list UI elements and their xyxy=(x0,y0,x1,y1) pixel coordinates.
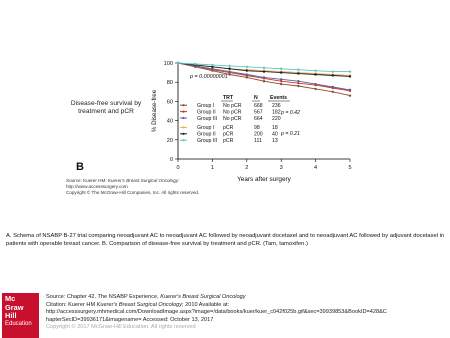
legend-swatch-point xyxy=(182,133,184,135)
legend-group: Group II xyxy=(197,109,216,116)
y-tick-label: 60 xyxy=(166,99,173,106)
legend-events: 220 xyxy=(272,115,281,122)
series-point xyxy=(246,66,248,68)
series-point xyxy=(349,70,351,72)
legend-n: 567 xyxy=(254,109,263,116)
legend-n: 98 xyxy=(254,125,260,132)
series-point xyxy=(263,76,265,78)
series-point xyxy=(332,91,334,93)
x-tick-label: 5 xyxy=(348,165,352,171)
series-point xyxy=(280,71,282,73)
legend-trt: No pCR xyxy=(223,109,242,116)
series-point xyxy=(349,89,351,91)
x-tick-label: 4 xyxy=(314,165,318,171)
series-point xyxy=(349,94,351,96)
group-pvalue: p = 0.42 xyxy=(281,110,300,116)
citation-rest: ; 2010 Available at: xyxy=(182,301,230,308)
legend-header: N xyxy=(254,95,258,101)
series-point xyxy=(228,70,230,72)
legend-swatch-point xyxy=(182,117,184,119)
logo-line-3: Hill xyxy=(5,311,17,321)
y-axis-label: % Disease-free xyxy=(151,89,158,133)
x-tick-label: 2 xyxy=(245,165,249,171)
legend-swatch-point xyxy=(182,111,184,113)
y-tick-label: 40 xyxy=(166,118,173,125)
legend-events: 236 xyxy=(272,103,281,109)
x-tick-label: 1 xyxy=(210,165,214,171)
legend-swatch-point xyxy=(182,139,184,141)
citation-url-2: hapterSecID=39936171&imagename= Accessed: October 13, 2017 xyxy=(46,316,214,323)
figure-copyright: Copyright © The McGraw-Hill Companies, Inc. All rights reserved. xyxy=(66,190,200,196)
legend-swatch-point xyxy=(182,104,184,106)
citation-line xyxy=(46,302,446,310)
figure-source-book: Kuerer's Breast Surgical Oncology: xyxy=(107,178,180,183)
legend-trt: No pCR xyxy=(223,115,242,122)
series-point xyxy=(194,63,196,65)
legend-trt: pCR xyxy=(223,131,234,138)
legend-header: TRT xyxy=(223,95,234,101)
citation-prefix: Citation: Kuerer HM xyxy=(46,301,97,308)
legend-events: 40 xyxy=(272,131,278,138)
series-point xyxy=(280,78,282,80)
series-point xyxy=(246,69,248,71)
legend-events: 13 xyxy=(272,138,278,144)
legend-header: Events xyxy=(270,95,288,101)
series-point xyxy=(263,67,265,69)
legend-events: 18 xyxy=(272,125,278,132)
legend-trt: pCR xyxy=(223,138,234,144)
y-tick-label: 0 xyxy=(169,157,173,163)
legend-group: Group III xyxy=(197,138,218,144)
legend-group: Group I xyxy=(197,125,215,132)
figure-panel xyxy=(60,52,360,210)
panel-label: B xyxy=(76,161,84,173)
x-tick-label: 3 xyxy=(279,165,283,171)
legend-group: Group II xyxy=(197,131,216,138)
overall-pvalue: p = 0.00000001 xyxy=(190,74,228,80)
series-point xyxy=(211,64,213,66)
side-title: Disease-free survival by treatment and pCR xyxy=(70,100,142,116)
series-point xyxy=(332,86,334,88)
legend-group: Group III xyxy=(197,115,218,122)
series-point xyxy=(280,83,282,85)
logo-line-2: Graw xyxy=(5,302,24,312)
citation-url-1[interactable]: http://accesssurgery.mhmedical.com/DownloadImage.aspx?image=/data/books/kuer/kuer_c042f025b.gif&sec=39939853&BookID=428&C xyxy=(46,309,387,315)
series-point xyxy=(297,80,299,82)
group-pvalue: p = 0.21 xyxy=(281,131,300,137)
copyright-notice: Copyright © 2017 McGraw-Hill Education. All rights reserved xyxy=(46,324,196,330)
figure-caption: A. Schema of NSABP B-27 trial comparing neoadjuvant AC to neoadjuvant AC followed by neoadjuvant docetaxel and to neoadjuvant AC followed by adjuvant docetaxel in patients with operable breast cancer. B. Comparison of disease-free survival by treatment and pCR. (Tam, tamoxifen.) xyxy=(6,233,445,247)
y-tick-label: 80 xyxy=(166,80,173,87)
citation-source-book: Kuerer's Breast Surgical Oncology xyxy=(160,294,246,300)
legend-swatch-point xyxy=(182,126,184,128)
series-point xyxy=(349,75,351,77)
figure-source-prefix: Source: Kuerer HM: xyxy=(66,178,108,183)
figure-source-url: http://www.accesssurgery.com xyxy=(66,184,128,190)
legend-n: 664 xyxy=(254,115,263,122)
legend-n: 111 xyxy=(254,138,262,144)
citation-source-prefix: Source: Chapter 42. The NSABP Experience, xyxy=(46,294,161,300)
x-tick-label: 0 xyxy=(176,165,180,171)
series-point xyxy=(314,83,316,85)
series-point xyxy=(246,73,248,75)
series-point xyxy=(228,65,230,67)
series-point xyxy=(314,69,316,71)
legend-events: 182 xyxy=(272,109,281,116)
citation-book: Kuerer's Breast Surgical Oncology xyxy=(96,301,182,308)
survival-chart xyxy=(60,52,360,210)
x-axis-label: Years after surgery xyxy=(237,176,291,183)
logo-line-4: Education xyxy=(5,320,32,327)
series-point xyxy=(228,68,230,70)
series-point xyxy=(332,70,334,72)
citation-source xyxy=(46,294,446,302)
legend-trt: No pCR xyxy=(223,103,242,109)
series-point xyxy=(263,70,265,72)
series-point xyxy=(297,69,299,71)
legend-n: 200 xyxy=(254,131,263,138)
legend-n: 668 xyxy=(254,103,263,109)
series-point xyxy=(314,88,316,90)
y-tick-label: 20 xyxy=(166,137,173,144)
legend-trt: pCR xyxy=(223,125,234,132)
mcgraw-hill-logo xyxy=(2,293,39,338)
y-tick-label: 100 xyxy=(163,61,173,67)
series-point xyxy=(263,80,265,82)
series-point xyxy=(280,68,282,70)
series-point xyxy=(297,85,299,87)
series-point xyxy=(314,73,316,75)
legend-group: Group I xyxy=(197,103,215,109)
citation-block xyxy=(46,294,446,332)
series-point xyxy=(297,72,299,74)
logo-line-1: Mc xyxy=(5,294,16,303)
series-point xyxy=(177,62,179,64)
series-point xyxy=(332,74,334,76)
